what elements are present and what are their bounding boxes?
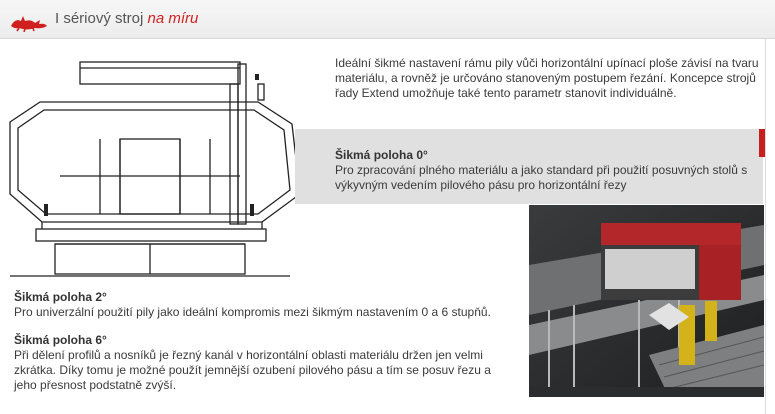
intro-text: Ideální šikmé nastavení rámu pily vůči horizontální upínací ploše závisí na tvaru materiálu, a rovněž je určováno stanoveným postupem řezání. Koncepce strojů řady Extend umožňuje také tento parametr stanovit individuálně.: [335, 56, 759, 100]
right-divider: [765, 38, 766, 414]
page-header: [0, 0, 775, 39]
section-title: Šikmá poloha 2°: [14, 290, 107, 304]
title-prefix: I sériový stroj: [55, 10, 144, 27]
section-text: Pro zpracování plného materiálu a jako standard při použití posuvných stolů s výkyvným vedením pilového pásu pro horizontální řezy: [335, 163, 748, 192]
band-saw-machine-photo: [529, 205, 764, 397]
dragon-icon: [9, 12, 49, 32]
section-text: Pro univerzální použití pily jako ideální kompromis mezi šikmým nastavením 0 a 6 stupňů.: [14, 305, 491, 319]
section-angle-6: [14, 333, 504, 393]
section-title: Šikmá poloha 0°: [335, 148, 428, 162]
title-accent: na míru: [147, 10, 199, 27]
band-saw-technical-drawing: [0, 44, 300, 279]
section-angle-2: [14, 290, 514, 320]
section-title: Šikmá poloha 6°: [14, 333, 107, 347]
page-title: [55, 10, 198, 27]
section-angle-0: [335, 148, 760, 193]
section-text: Při dělení profilů a nosníků je řezný kanál v horizontální oblasti materiálu držen jen velmi zkrátka. Díky tomu je možné použít jemnější ozubení pilového pásu a tím se posuv řezu a jeho přesnost podstatně zvýší.: [14, 348, 491, 392]
